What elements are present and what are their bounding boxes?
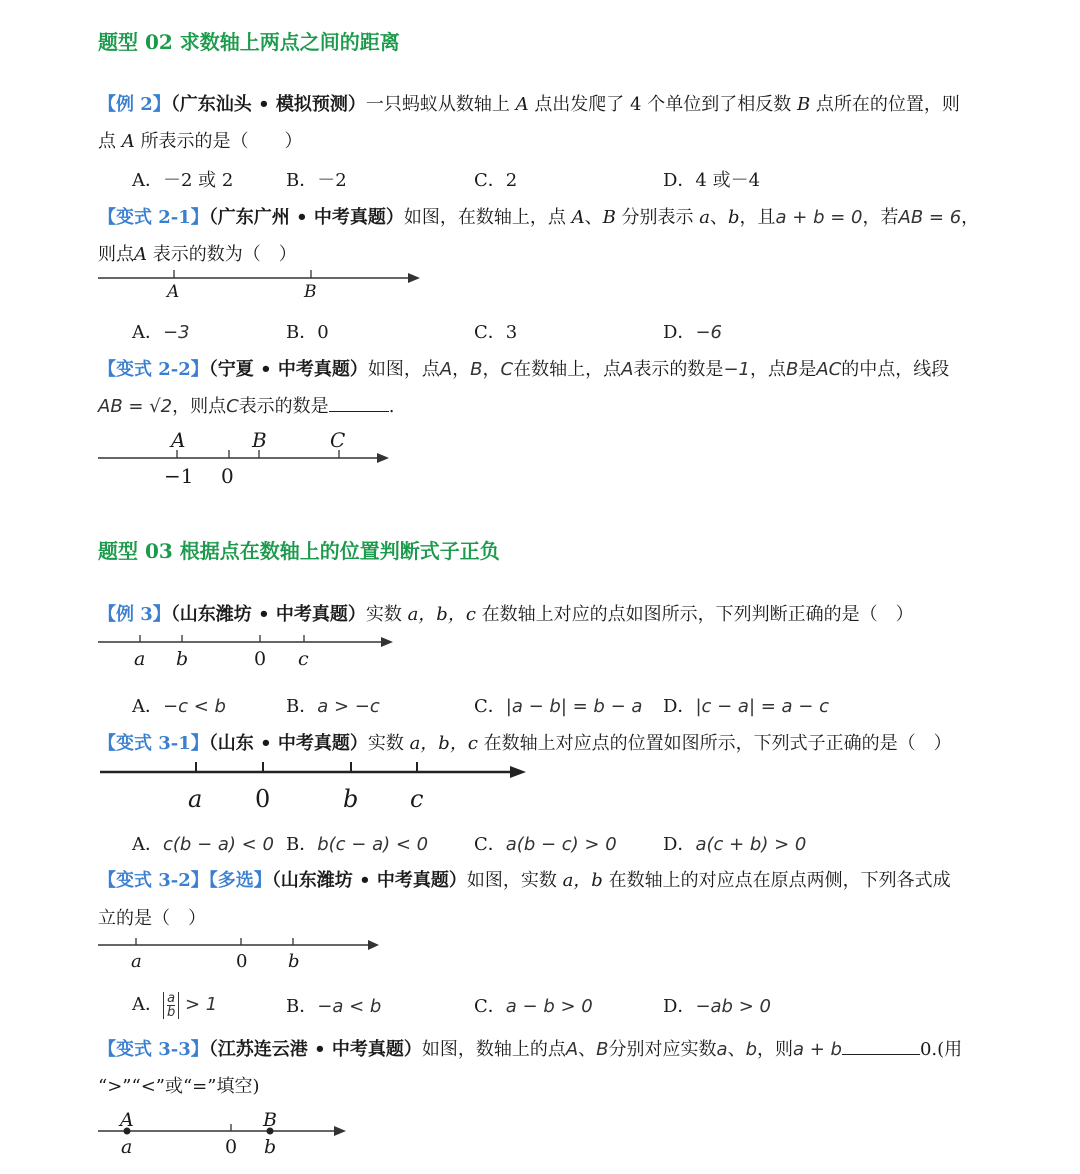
section-heading-02: 题型 02 求数轴上两点之间的距离 (98, 30, 400, 54)
variant-tag: 【变式 2-2】 (98, 359, 209, 380)
question-text: 、 (727, 1039, 746, 1060)
question-text: 在数轴上的对应点在原点两侧，下列各式成 (608, 870, 951, 891)
variant-tag: 【变式 3-1】 (98, 733, 209, 754)
axis-label-zero: 0 (225, 1136, 238, 1158)
var-A: A (621, 359, 634, 380)
question-text: 一只蚂蚁从数轴上 (365, 94, 510, 115)
option-b[interactable] (286, 830, 428, 856)
question-text: 、 (584, 207, 603, 228)
option-letter: C． (474, 996, 506, 1017)
source-label: （江苏连云港 • 中考真题） (208, 1039, 422, 1060)
section-heading-03: 题型 03 根据点在数轴上的位置判断式子正负 (98, 539, 500, 563)
axis-label-b: b (288, 951, 300, 972)
variant-3-3-line2: “>”“<”或“=”填空) (98, 1076, 260, 1097)
question-text: 所表示的是（ ） (140, 131, 303, 152)
question-text: 是 (798, 359, 817, 380)
variant-tag: 【变式 2-1】 (98, 207, 209, 228)
axis-label-a: a (121, 1136, 133, 1158)
answer-blank[interactable] (842, 1054, 920, 1055)
option-value: −6 (695, 322, 722, 343)
variant-3-1-line1 (98, 729, 952, 755)
option-value: b(c − a) < 0 (317, 834, 429, 855)
option-value: |c − a| = a − c (695, 696, 829, 717)
question-text: 分别对应实数 (608, 1039, 717, 1060)
option-value: −3 (163, 322, 190, 343)
axis-label-c: c (298, 648, 309, 670)
number-line-v32 (96, 936, 388, 972)
source-label: （广东汕头 • 模拟预测） (170, 94, 366, 115)
axis-label-B: B (263, 1109, 277, 1131)
axis-label-a: a (188, 785, 203, 813)
axis-label-C: C (330, 428, 346, 452)
var-B: B (470, 359, 483, 380)
example-tag: 【例 2】 (98, 94, 171, 115)
question-text: 在数轴上对应点的位置如图所示，下列式子正确的是（ ） (483, 733, 952, 754)
var-C: C (500, 359, 514, 380)
option-value: c(b − a) < 0 (163, 834, 274, 855)
var-b: b (745, 1039, 757, 1060)
source-label: （山东潍坊 • 中考真题） (170, 604, 366, 625)
variant-3-2-line2: 立的是（ ） (98, 908, 206, 929)
variant-2-1-line1 (98, 203, 979, 229)
var-B: B (596, 1039, 609, 1060)
option-c[interactable]: C．2 (474, 170, 518, 191)
math-expression: AB = 6 (898, 207, 962, 228)
option-letter: B． (286, 834, 318, 855)
source-label: （山东 • 中考真题） (208, 733, 368, 754)
axis-label-A: A (171, 428, 186, 452)
option-letter: A． (132, 696, 163, 717)
option-value: −ab > 0 (695, 996, 771, 1017)
var-AC: AC (816, 359, 842, 380)
option-value: a > −c (317, 696, 380, 717)
variables: a，b (562, 870, 603, 891)
question-text: 点所在的位置，则 (815, 94, 960, 115)
variables: a，b，c (407, 604, 476, 625)
multi-select-tag: 【多选】 (208, 870, 272, 891)
math-expression: −1 (723, 359, 750, 380)
fraction-denominator: b (167, 1004, 176, 1020)
question-text: 如图，实数 (466, 870, 557, 891)
variant-tag: 【变式 3-2】 (98, 870, 209, 891)
question-text: 分别表示 (621, 207, 694, 228)
math-expression: AB = √2 (98, 396, 173, 417)
axis-label-c: c (410, 785, 424, 813)
option-value: −a < b (317, 996, 382, 1017)
question-text: 表示的数为（ ） (152, 244, 297, 265)
question-text: 0.(用 (919, 1039, 963, 1060)
question-text: 表示的数是 (633, 359, 724, 380)
axis-label-A: A (120, 1109, 134, 1131)
axis-label-b: b (343, 785, 359, 813)
axis-label-b: b (264, 1136, 277, 1158)
question-text: ， (452, 359, 471, 380)
option-letter: D． (663, 696, 696, 717)
question-text: . (388, 396, 395, 417)
var-A: A (439, 359, 453, 380)
question-text: 在数轴上对应的点如图所示，下列判断正确的是（ ） (481, 604, 914, 625)
question-text: 实数 (365, 604, 402, 625)
question-text: 如图，点 (367, 359, 440, 380)
option-letter: B． (286, 996, 318, 1017)
question-text: ，若 (862, 207, 899, 228)
axis-label-a: a (131, 951, 142, 972)
math-expression: a + b (793, 1039, 842, 1060)
question-text: 点出发爬了 4 个单位到了相反数 (534, 94, 792, 115)
variant-tag: 【变式 3-3】 (98, 1039, 209, 1060)
option-letter: A． (132, 994, 163, 1015)
option-value: −c < b (163, 696, 226, 717)
option-d[interactable]: D．4 或－4 (663, 170, 761, 191)
option-value: a − b > 0 (505, 996, 593, 1017)
number-line-v33 (96, 1104, 356, 1166)
axis-label-b: b (176, 648, 189, 670)
option-letter: B． (286, 322, 318, 343)
option-b[interactable] (286, 318, 329, 344)
option-d[interactable] (663, 692, 829, 718)
question-text: ，则 (757, 1039, 793, 1060)
option-a[interactable] (132, 318, 190, 344)
var-B: B (796, 94, 811, 115)
question-text: 则点 (98, 244, 134, 265)
var-A: A (515, 94, 529, 115)
question-text: 实数 (367, 733, 404, 754)
variant-2-1-line2 (98, 240, 297, 266)
axis-label-a: a (134, 648, 146, 670)
number-line-v21 (96, 266, 426, 302)
var-a: a (699, 207, 711, 228)
axis-label-B: B (304, 282, 317, 302)
question-text: ， (961, 207, 980, 228)
option-d[interactable] (663, 318, 722, 344)
axis-label-zero: 0 (255, 785, 271, 813)
option-letter: D． (663, 322, 696, 343)
example-tag: 【例 3】 (98, 604, 171, 625)
var-A: A (134, 244, 147, 265)
question-text: ，则点 (172, 396, 227, 417)
var-b: b (728, 207, 740, 228)
option-a[interactable]: A．－2 或 2 (132, 170, 234, 191)
option-letter: B． (286, 696, 318, 717)
option-value: 3 (505, 322, 518, 343)
option-letter: C． (474, 322, 506, 343)
variables: a，b，c (409, 733, 478, 754)
fraction-numerator: a (167, 990, 176, 1006)
axis-label-B: B (252, 428, 267, 452)
source-label: （宁夏 • 中考真题） (208, 359, 368, 380)
axis-label-A: A (167, 282, 180, 302)
fraction-abs (163, 992, 179, 1019)
option-b[interactable] (286, 992, 381, 1018)
option-value: a(c + b) > 0 (695, 834, 807, 855)
axis-number: 0 (221, 464, 234, 488)
example-2-line2 (98, 127, 302, 153)
question-text: ，且 (739, 207, 776, 228)
var-A: A (571, 207, 585, 228)
math-expression: a + b = 0 (775, 207, 863, 228)
option-d[interactable] (663, 830, 806, 856)
option-value: a(b − c) > 0 (505, 834, 617, 855)
option-b[interactable] (286, 692, 380, 718)
option-c[interactable] (474, 830, 617, 856)
question-text: 如图，在数轴上，点 (403, 207, 566, 228)
answer-blank[interactable] (329, 411, 389, 412)
var-A: A (121, 131, 135, 152)
question-text: 在数轴上，点 (513, 359, 622, 380)
option-letter: A． (132, 322, 163, 343)
option-c[interactable] (474, 992, 593, 1018)
var-B: B (602, 207, 616, 228)
option-d[interactable] (663, 992, 771, 1018)
example-3-line1 (98, 600, 914, 626)
question-text: 、 (578, 1039, 597, 1060)
question-text: 如图，数轴上的点 (421, 1039, 566, 1060)
number-line-ex3 (96, 632, 401, 672)
option-letter: C． (474, 834, 506, 855)
option-letter: D． (663, 996, 696, 1017)
variant-2-2-line1 (98, 355, 949, 381)
question-text: 点 (98, 131, 116, 152)
source-label: （山东潍坊 • 中考真题） (271, 870, 467, 891)
question-text: ， (482, 359, 501, 380)
question-text: 的中点，线段 (841, 359, 950, 380)
variant-2-2-line2 (98, 392, 394, 418)
question-text: 表示的数是 (238, 396, 329, 417)
axis-label-zero: 0 (236, 951, 248, 972)
source-label: （广东广州 • 中考真题） (208, 207, 404, 228)
option-letter: D． (663, 834, 696, 855)
option-c[interactable] (474, 692, 642, 718)
axis-number: −1 (164, 464, 194, 488)
number-line-v31 (98, 762, 538, 818)
option-value: 0 (317, 322, 329, 343)
option-c[interactable] (474, 318, 517, 344)
option-letter: C． (474, 696, 506, 717)
question-text: ，点 (749, 359, 786, 380)
option-a[interactable] (132, 990, 217, 1019)
var-A: A (565, 1039, 579, 1060)
number-line-v22 (96, 426, 396, 490)
option-value: |a − b| = b − a (505, 696, 643, 717)
question-text: 、 (710, 207, 729, 228)
variant-3-2-line1 (98, 866, 951, 892)
var-C: C (226, 396, 239, 417)
example-2-line1 (98, 90, 960, 116)
var-B: B (785, 359, 799, 380)
option-a[interactable] (132, 692, 226, 718)
option-letter: A． (132, 834, 163, 855)
axis-label-zero: 0 (254, 648, 267, 670)
option-a[interactable] (132, 830, 274, 856)
variant-3-3-line1 (98, 1035, 962, 1061)
option-value: > 1 (179, 994, 218, 1015)
var-a: a (716, 1039, 728, 1060)
option-b[interactable]: B．－2 (286, 170, 347, 191)
